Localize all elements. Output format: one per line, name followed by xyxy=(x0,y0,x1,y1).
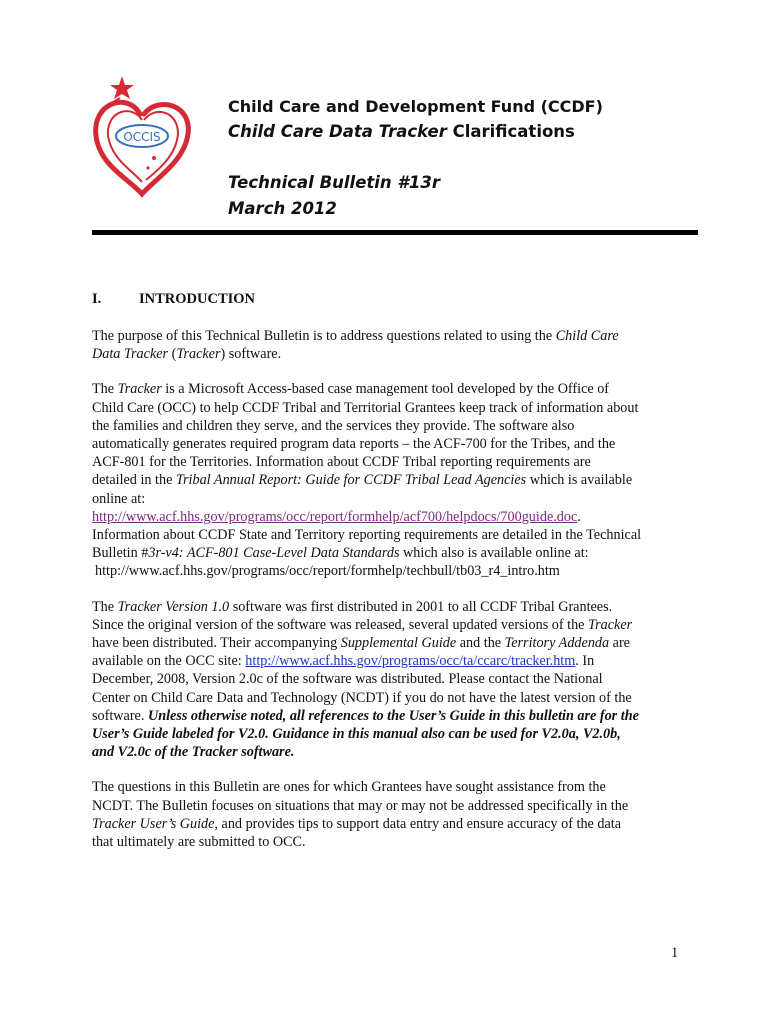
header-line-tracker xyxy=(228,119,603,145)
document-body xyxy=(92,327,692,868)
logo-text: OCCIS xyxy=(123,130,161,144)
paragraph-purpose: The purpose of this Technical Bulletin is to address questions related to using the Child Care Data Tracker (Tracker) software. xyxy=(92,328,619,363)
paragraph-tracker-versions: The Tracker Version 1.0 software was first distributed in 2001 to all CCDF Tribal Grantees. Since the original version of the software was released, several updated versions of the Tracker have been distributed. Their accompanying Supplemental Guide and the Territory Addenda are available on the OCC site: http://www.acf.hhs.gov/programs/occ/ta/ccarc/tracker.htm. In December, 2008, Version 2.0c of the software was distributed. Please contact the National Center on Child Care Data and Technology (NCDT) if you do not have the latest version of the software. Unless otherwise noted, all references to the User’s Guide in this bulletin are for the User’s Guide labeled for V2.0. Guidance in this manual also can be used for V2.0a, V2.0b, and V2.0c of the Tracker software. xyxy=(92,598,639,761)
section-title: INTRODUCTION xyxy=(139,291,256,307)
paragraph-questions: The questions in this Bulletin are ones for which Grantees have sought assistance from the NCDT. The Bulletin focuses on situations that may or may not be addressed specifically in the Tracker User’s Guide, and provides tips to support data entry and ensure accuracy of the data that ultimately are submitted to OCC. xyxy=(92,779,629,851)
link-700-guide[interactable]: http://www.acf.hhs.gov/programs/occ/report/formhelp/acf700/helpdocs/700guide.doc xyxy=(92,508,578,525)
document-header xyxy=(228,95,603,222)
occis-logo xyxy=(84,74,196,200)
link-tracker-page[interactable]: http://www.acf.hhs.gov/programs/occ/ta/ccarc/tracker.htm xyxy=(245,653,576,670)
bulletin-date: March 2012 xyxy=(228,199,337,218)
header-clarifications: Clarifications xyxy=(446,122,575,141)
url-tb03-intro: http://www.acf.hhs.gov/programs/occ/report/formhelp/techbull/tb03_r4_intro.htm xyxy=(95,563,560,580)
header-line-ccdf: Child Care and Development Fund (CCDF) xyxy=(228,97,603,116)
section-heading xyxy=(92,291,255,308)
paragraph-tracker-description: The Tracker is a Microsoft Access-based case management tool developed by the Office of Child Care (OCC) to help CCDF Tribal and Territorial Grantees keep track of information about the families and children they serve, and the services they provide. The software also automatically generates required program data reports – the ACF-700 for the Tribes, and the ACF-801 for the Territories. Information about CCDF Tribal reporting requirements are detailed in the Tribal Annual Report: Guide for CCDF Tribal Lead Agencies which is available online at: http://www.acf.hhs.gov/programs/occ/report/formhelp/acf700/helpdocs/700guide.doc. Information about CCDF State and Territory reporting requirements are detailed in the Technical Bulletin #3r-v4: ACF-801 Case-Level Data Standards which also is available online at: http://www.acf.hhs.gov/programs/occ/report/formhelp/techbull/tb03_r4_intro.htm xyxy=(92,381,642,580)
heart-star-logo-icon xyxy=(84,74,196,200)
bulletin-number: Technical Bulletin #13r xyxy=(228,173,441,192)
header-divider xyxy=(92,230,698,235)
header-tracker-italic: Child Care Data Tracker xyxy=(228,122,447,141)
section-number: I. xyxy=(92,291,102,307)
page-number: 1 xyxy=(671,945,679,961)
